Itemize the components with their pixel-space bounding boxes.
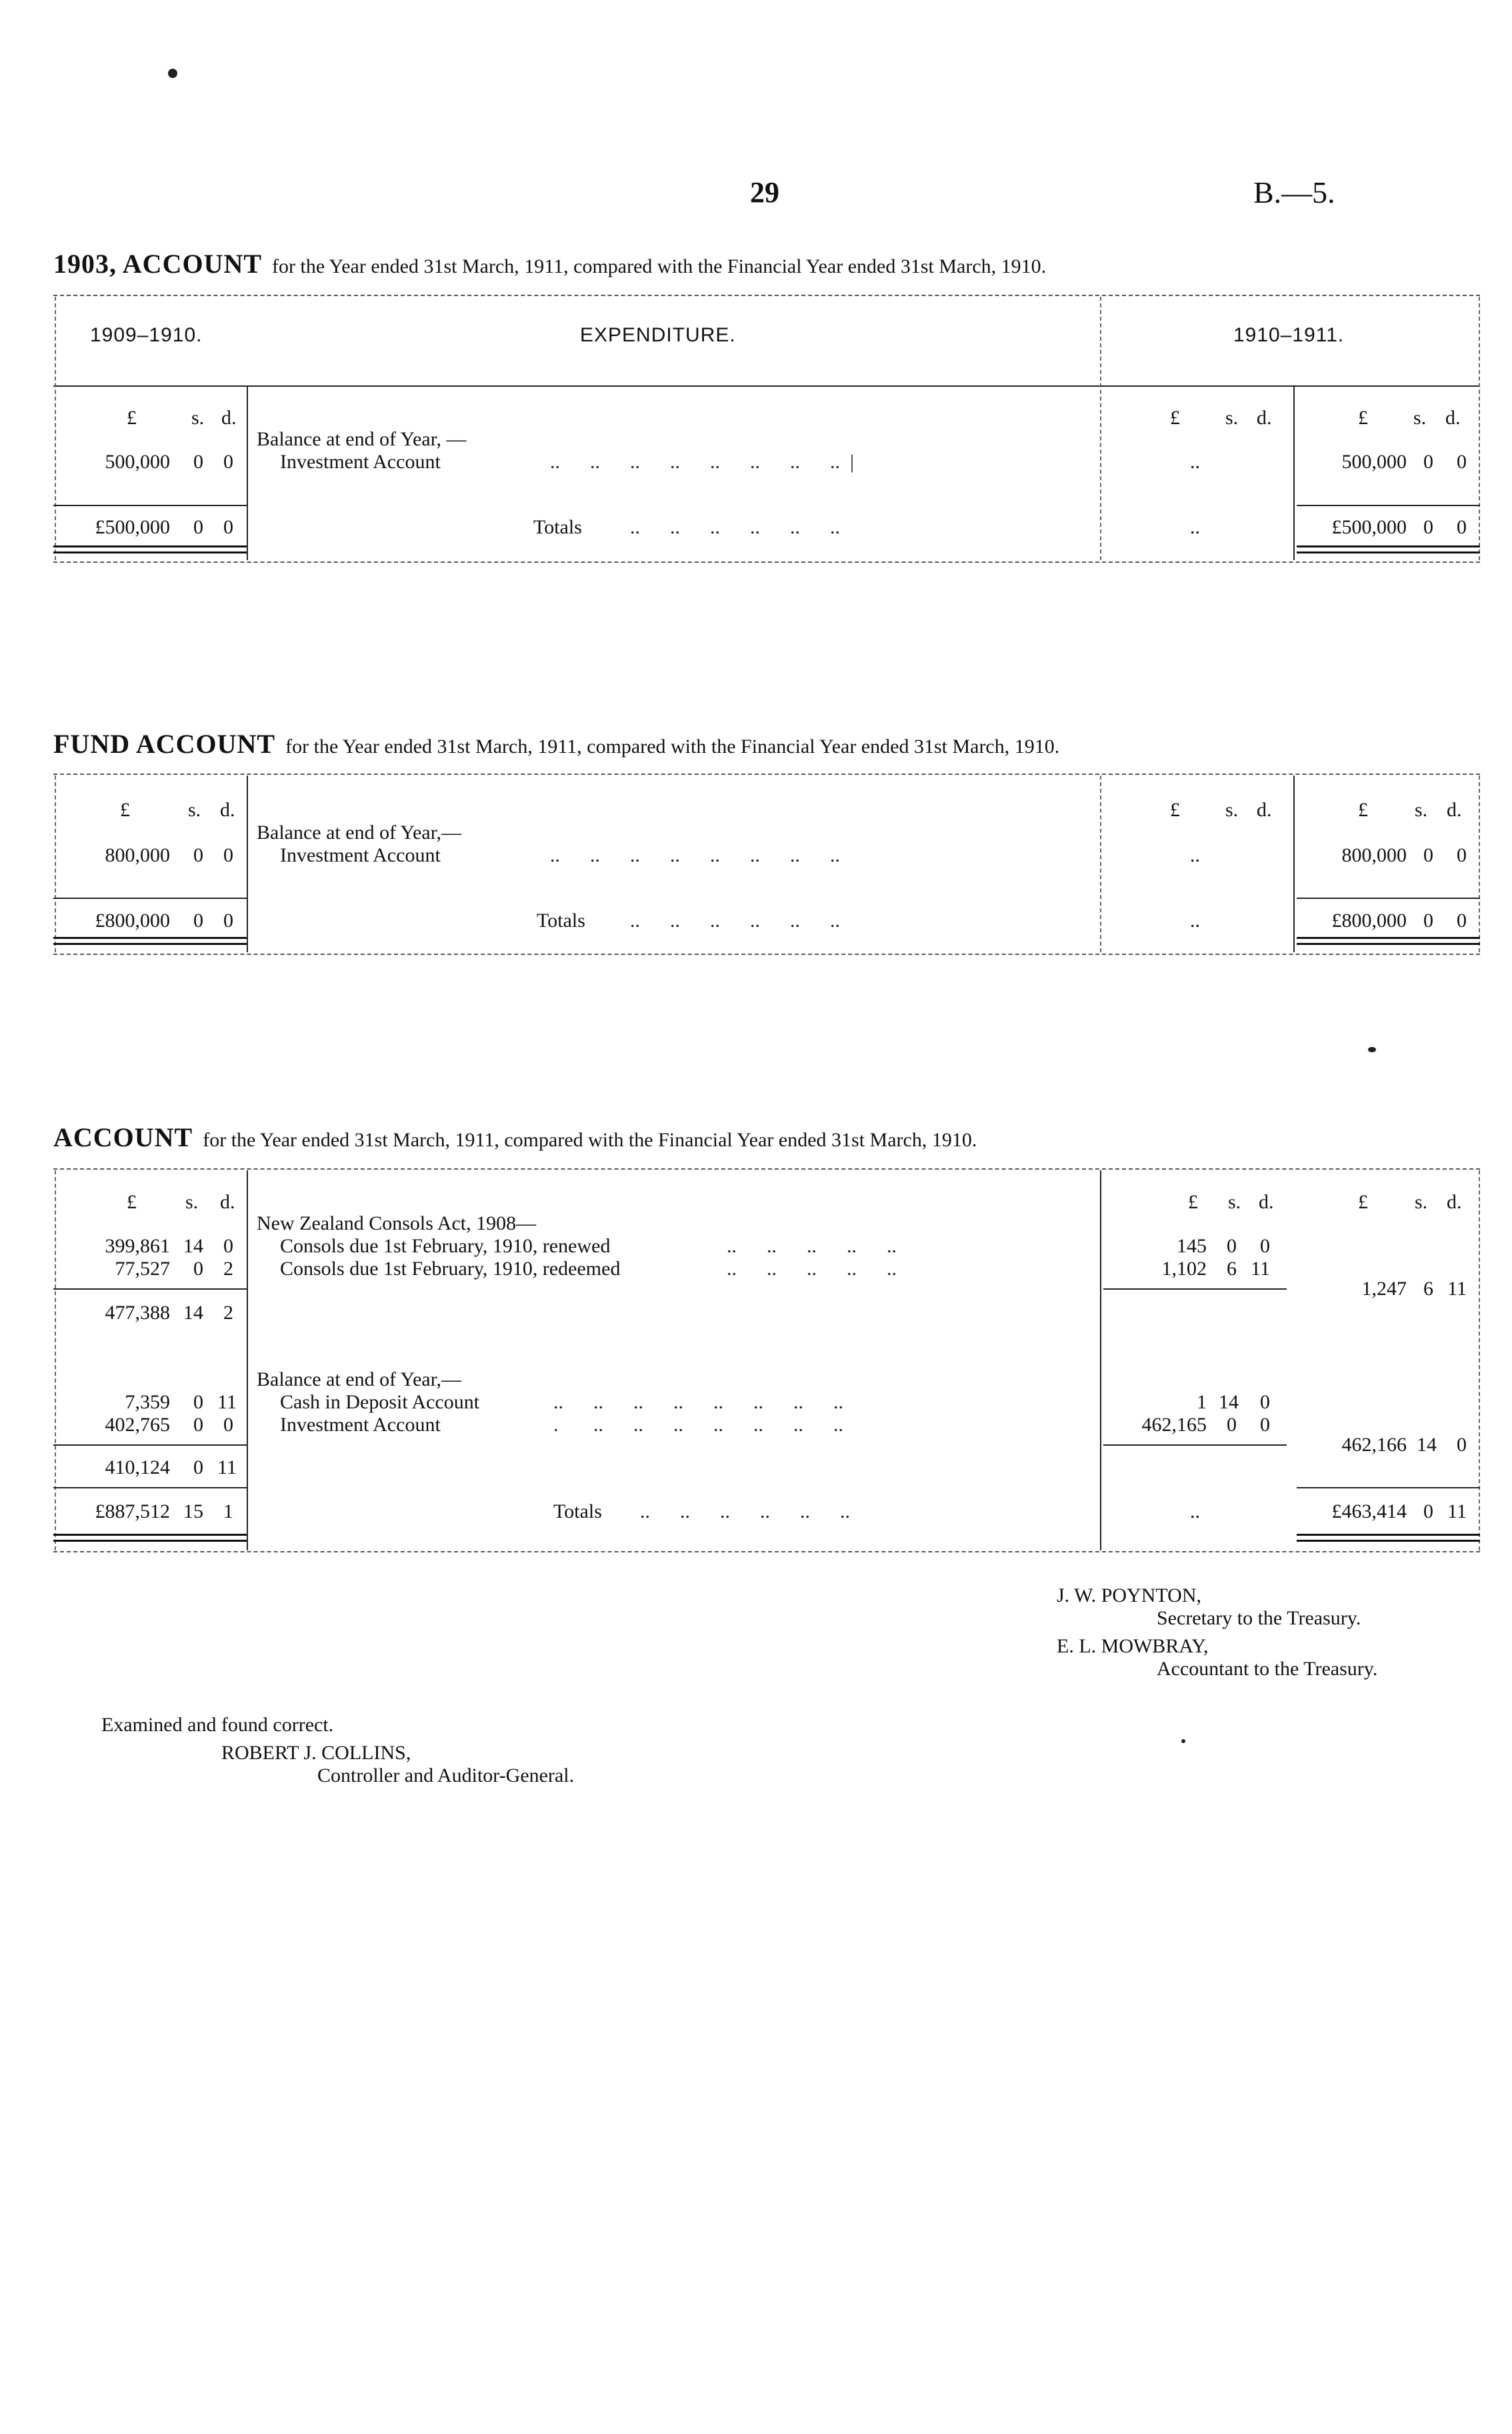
leader-dots: .. .. .. .. .. .. [630,910,840,932]
cash-mid-s: 14 [1219,1391,1239,1413]
cash-label: Cash in Deposit Account [280,1391,480,1413]
curr-total-s: 0 [1423,910,1433,932]
renewed-prev-s: 14 [183,1235,203,1257]
unit-s: s. [191,407,205,429]
unit-s: s. [1228,1191,1241,1213]
col-header-expenditure: EXPENDITURE. [580,324,736,346]
balance-curr: 462,166 [1341,1434,1407,1456]
redeemed-label: Consols due 1st February, 1910, redeemed [280,1258,621,1280]
consols-curr-s: 6 [1423,1278,1433,1300]
signatory-2-title: Accountant to the Treasury. [1157,1658,1378,1680]
invest-mid-d: 0 [1260,1414,1270,1436]
invest-prev: 402,765 [105,1414,170,1436]
redeemed-prev-d: 2 [223,1258,233,1280]
mid-dots: .. [1190,451,1200,473]
leader-dots: .. .. .. .. .. .. [640,1500,850,1522]
curr-s: 0 [1423,451,1433,473]
auditor-title: Controller and Auditor-General. [317,1764,575,1786]
balance-label: Balance at end of Year, — [257,428,467,450]
curr-total-pounds: £463,414 [1331,1500,1407,1522]
renewed-mid-s: 0 [1227,1235,1237,1257]
consols-subtotal-prev: 477,388 [105,1302,170,1324]
leader-dots: .. .. .. .. .. .. .. .. [553,1391,843,1413]
unit-s: s. [1413,407,1427,429]
consols-subtotal-prev-d: 2 [223,1302,233,1324]
unit-pound: £ [1170,407,1180,429]
curr-total-d: 0 [1457,910,1467,932]
section-3-title [53,1124,977,1154]
leader-dots: .. .. .. .. .. .. .. .. | [550,451,855,473]
scan-speck [1368,1047,1376,1052]
leader-dots: . .. .. .. .. .. .. .. [553,1414,843,1436]
investment-label: Investment Account [280,451,441,473]
invest-mid-s: 0 [1227,1414,1237,1436]
prev-total-pounds: £500,000 [95,516,170,538]
section-2-title [53,731,1059,760]
unit-d: d. [1447,799,1462,821]
examined-text: Examined and found correct. [101,1714,334,1736]
prev-total-s: 15 [183,1500,203,1522]
unit-d: d. [1447,1191,1462,1213]
cash-prev: 7,359 [125,1391,170,1413]
consols-curr: 1,247 [1361,1278,1407,1300]
unit-d: d. [220,1191,235,1213]
prev-s: 0 [193,451,203,473]
balance-label: Balance at end of Year,— [257,1368,462,1390]
renewed-label: Consols due 1st February, 1910, renewed [280,1235,611,1257]
unit-pound: £ [1358,407,1368,429]
section-1-title-bold: 1903, ACCOUNT [53,249,263,279]
curr-pounds: 500,000 [1341,451,1407,473]
section-1-title [53,251,1046,280]
section-2-title-rest: for the Year ended 31st March, 1911, compared with the Financial Year ended 31st March, 1910. [285,736,1060,758]
investment-label: Investment Account [280,1414,441,1436]
curr-total-s: 0 [1423,516,1433,538]
cash-mid-d: 0 [1260,1391,1270,1413]
curr-d: 0 [1457,844,1467,866]
prev-d: 0 [223,451,233,473]
redeemed-prev: 77,527 [115,1258,170,1280]
mid-dots: .. [1190,844,1200,866]
scan-speck [168,69,177,78]
cash-prev-d: 11 [217,1391,237,1413]
unit-s: s. [1415,799,1428,821]
prev-pounds: 800,000 [105,844,170,866]
prev-total-d: 0 [223,516,233,538]
invest-prev-s: 0 [193,1414,203,1436]
redeemed-mid-d: 11 [1251,1258,1270,1280]
unit-s: s. [188,799,201,821]
cash-prev-s: 0 [193,1391,203,1413]
unit-pound: £ [1188,1191,1198,1213]
balance-subtotal-prev-s: 0 [193,1456,203,1478]
section-1-title-rest: for the Year ended 31st March, 1911, compared with the Financial Year ended 31st March, 1910. [272,255,1047,277]
page-reference: B.—5. [1253,175,1335,209]
renewed-mid: 145 [1177,1235,1207,1257]
redeemed-prev-s: 0 [193,1258,203,1280]
curr-total-d: 11 [1447,1500,1467,1522]
investment-label: Investment Account [280,844,441,866]
curr-s: 0 [1423,844,1433,866]
unit-d: d. [1445,407,1461,429]
prev-total-d: 1 [223,1500,233,1522]
invest-prev-d: 0 [223,1414,233,1436]
unit-s: s. [1225,407,1239,429]
unit-pound: £ [1170,799,1180,821]
curr-total-pounds: £500,000 [1331,516,1407,538]
curr-pounds: 800,000 [1341,844,1407,866]
auditor-name: ROBERT J. COLLINS, [221,1742,411,1764]
section-3-title-bold: ACCOUNT [53,1122,193,1152]
signatory-2-name: E. L. MOWBRAY, [1057,1635,1209,1657]
prev-s: 0 [193,844,203,866]
prev-total-pounds: £887,512 [95,1500,170,1522]
consols-curr-d: 11 [1447,1278,1467,1300]
invest-mid: 462,165 [1141,1414,1207,1436]
balance-label: Balance at end of Year,— [257,822,462,844]
unit-d: d. [1259,1191,1274,1213]
prev-pounds: 500,000 [105,451,170,473]
curr-d: 0 [1457,451,1467,473]
renewed-prev: 399,861 [105,1235,170,1257]
act-label: New Zealand Consols Act, 1908— [257,1212,537,1234]
unit-pound: £ [120,799,130,821]
prev-d: 0 [223,844,233,866]
balance-curr-s: 14 [1417,1434,1437,1456]
redeemed-mid: 1,102 [1161,1258,1207,1280]
redeemed-mid-s: 6 [1227,1258,1237,1280]
balance-curr-d: 0 [1457,1434,1467,1456]
signatory-1-name: J. W. POYNTON, [1057,1584,1201,1606]
totals-label: Totals [533,516,582,538]
unit-s: s. [1225,799,1239,821]
cash-mid: 1 [1197,1391,1207,1413]
col-header-1911: 1910–1911. [1233,324,1345,346]
unit-pound: £ [1358,799,1368,821]
page-number: 29 [750,176,779,209]
unit-pound: £ [127,1191,137,1213]
total-mid-dots: .. [1190,910,1200,932]
prev-total-s: 0 [193,910,203,932]
consols-subtotal-prev-s: 14 [183,1302,203,1324]
unit-d: d. [1257,407,1272,429]
leader-dots: .. .. .. .. .. [727,1258,897,1280]
renewed-prev-d: 0 [223,1235,233,1257]
prev-total-d: 0 [223,910,233,932]
balance-subtotal-prev: 410,124 [105,1456,170,1478]
section-2-title-bold: FUND ACCOUNT [53,729,276,759]
balance-subtotal-prev-d: 11 [217,1456,237,1478]
totals-label: Totals [537,910,585,932]
unit-s: s. [185,1191,199,1213]
prev-total-s: 0 [193,516,203,538]
total-mid-dots: .. [1190,1500,1200,1522]
unit-d: d. [220,799,235,821]
renewed-mid-d: 0 [1260,1235,1270,1257]
total-mid-dots: .. [1190,516,1200,538]
section-3-title-rest: for the Year ended 31st March, 1911, compared with the Financial Year ended 31st March, 1910. [203,1129,977,1151]
signatory-1-title: Secretary to the Treasury. [1157,1607,1361,1629]
unit-pound: £ [1358,1191,1368,1213]
col-header-1909: 1909–1910. [90,324,203,346]
leader-dots: .. .. .. .. .. .. [630,516,840,538]
scan-speck [1181,1739,1185,1743]
totals-label: Totals [553,1500,602,1522]
unit-d: d. [221,407,237,429]
prev-total-pounds: £800,000 [95,910,170,932]
unit-pound: £ [127,407,137,429]
unit-d: d. [1257,799,1272,821]
unit-s: s. [1415,1191,1428,1213]
leader-dots: .. .. .. .. .. [727,1235,897,1257]
curr-total-d: 0 [1457,516,1467,538]
leader-dots: .. .. .. .. .. .. .. .. [550,844,840,866]
curr-total-s: 0 [1423,1500,1433,1522]
curr-total-pounds: £800,000 [1331,910,1407,932]
